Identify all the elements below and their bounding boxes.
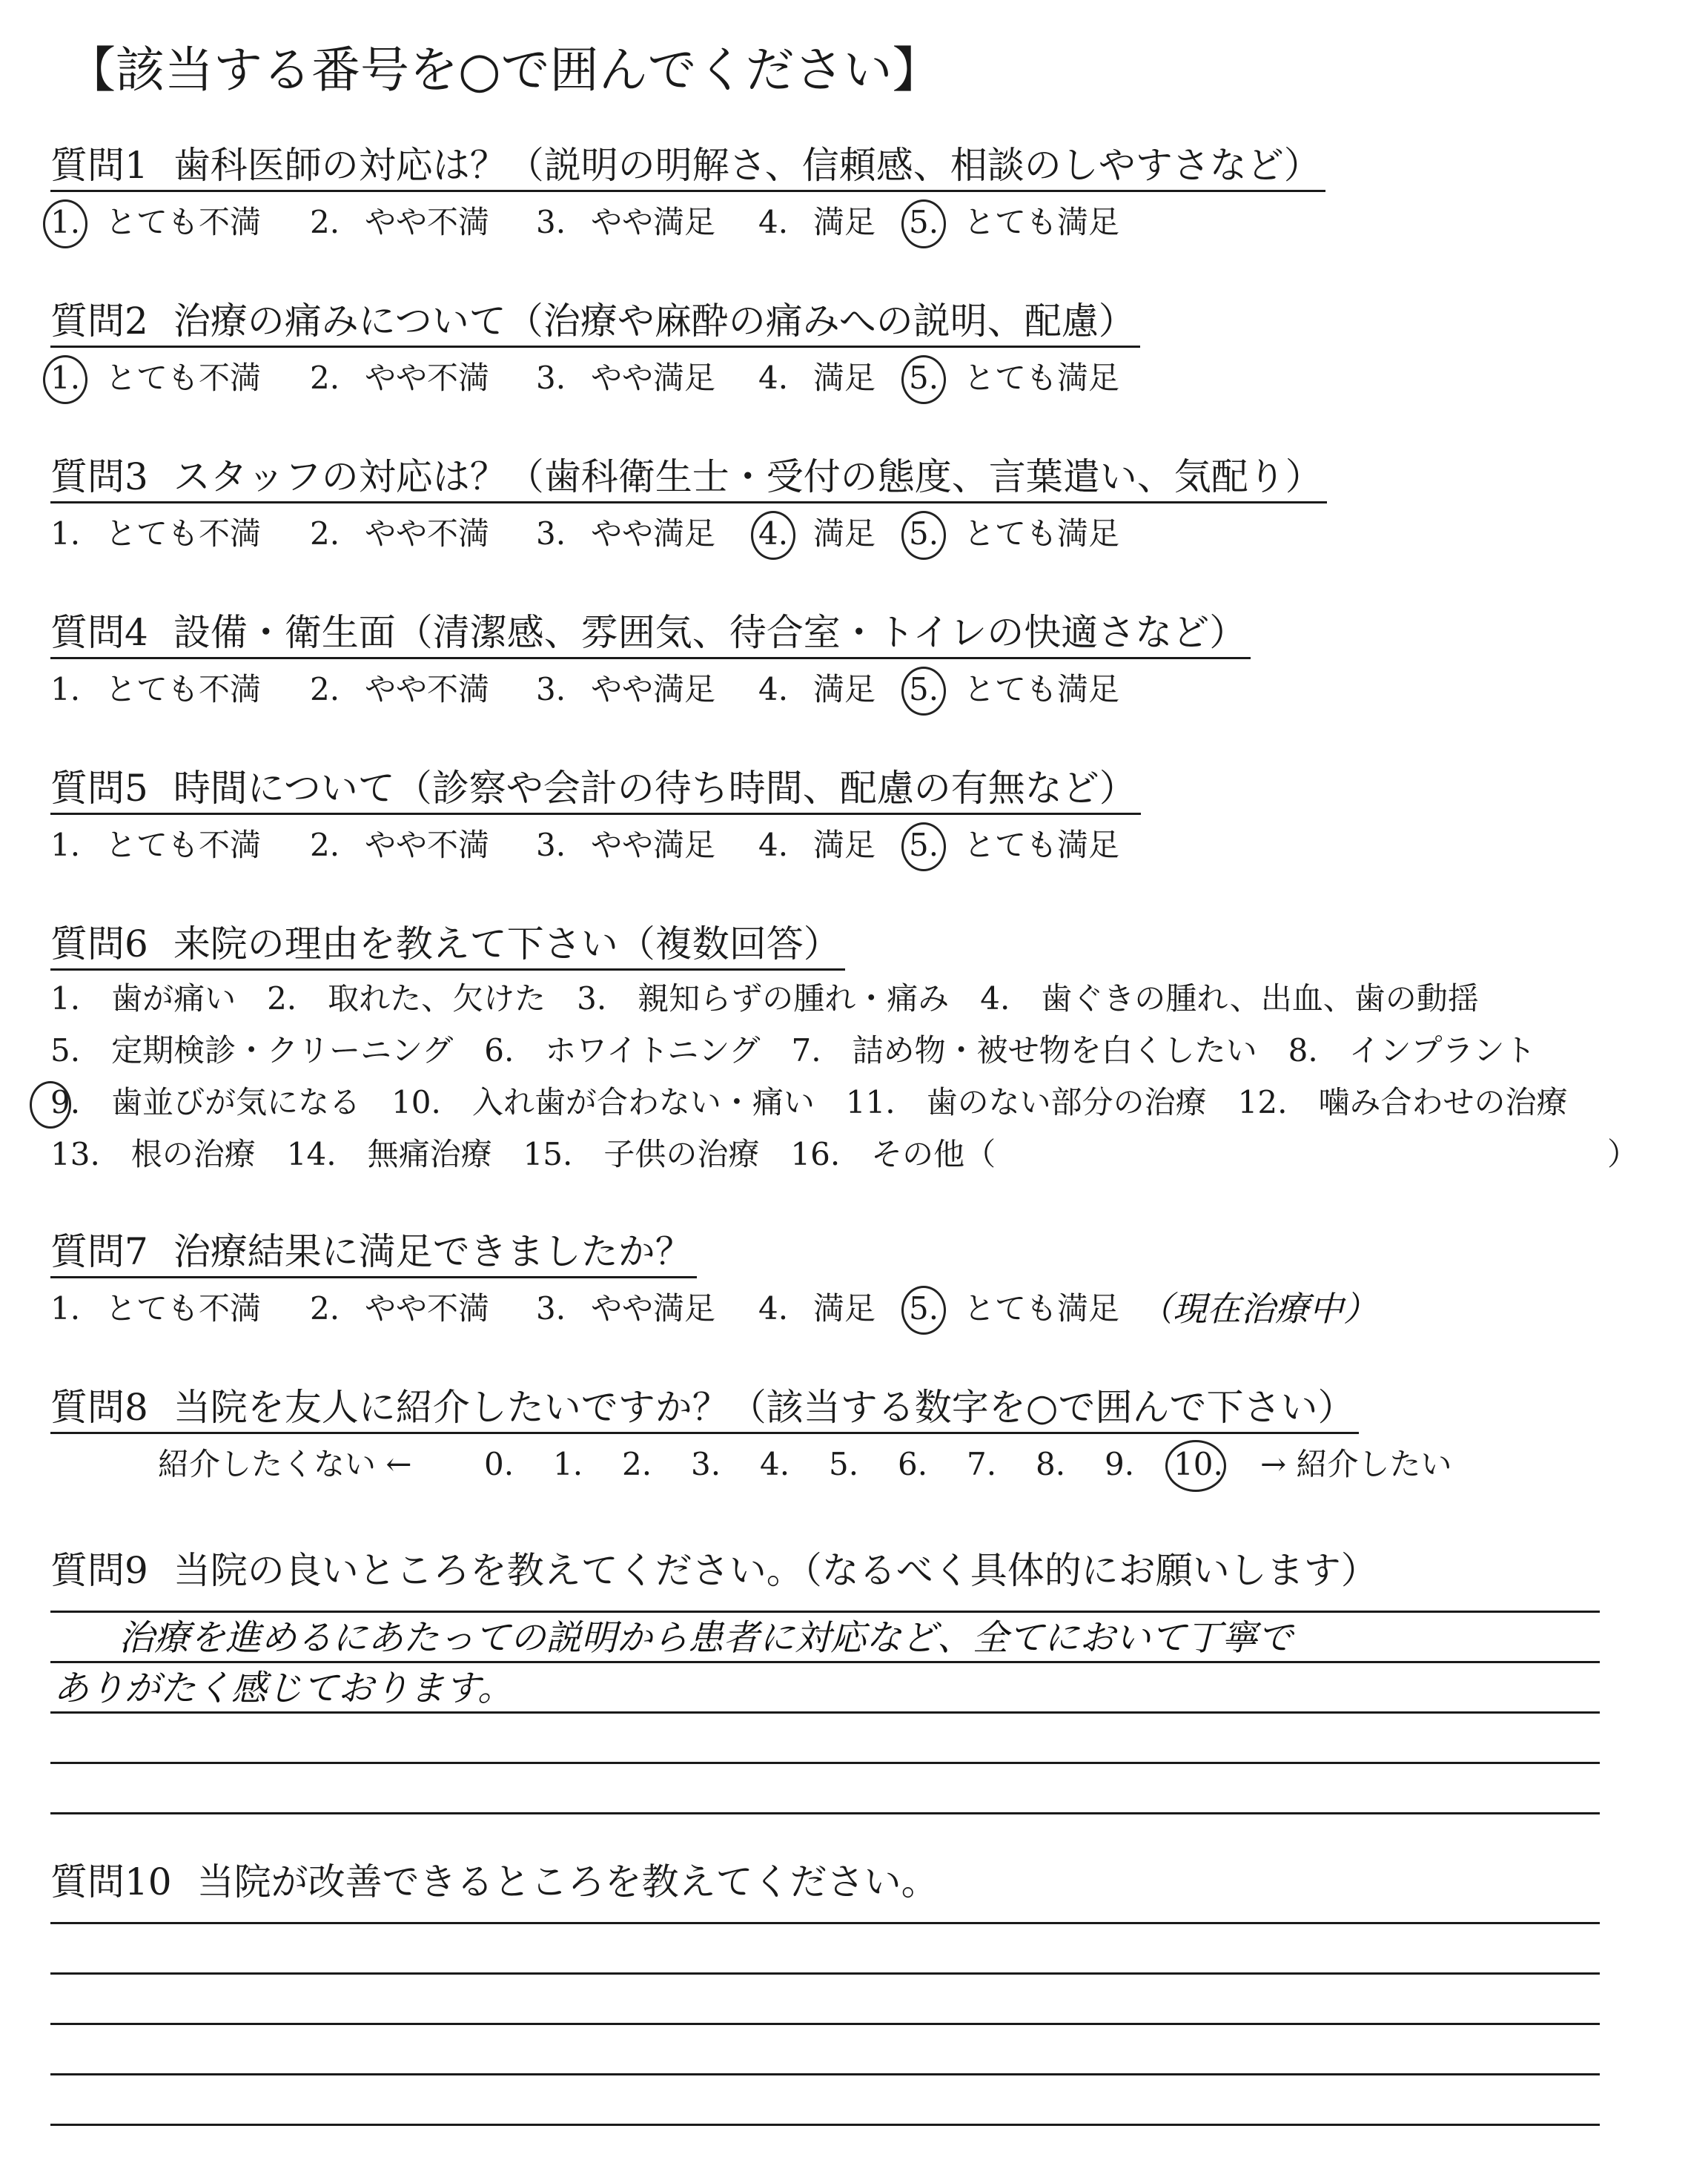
rating-options <box>50 354 1140 403</box>
option-number-4[interactable]: 4. <box>758 360 789 396</box>
option-number-3[interactable]: 3. <box>536 671 566 707</box>
question-number: 質問5 <box>50 767 148 810</box>
question-text: 当院の良いところを教えてください。（なるべく具体的にお願いします） <box>173 1549 1378 1592</box>
recommend-scale <box>50 1440 1452 1489</box>
option-label-somewhat-satisfied: やや満足 <box>591 515 716 552</box>
option-number-2[interactable]: 2. <box>310 515 340 552</box>
option-number-4[interactable]: 4. <box>758 1290 789 1327</box>
scale-right-label: → 紹介したい <box>1260 1446 1452 1482</box>
option-number-1[interactable]: 1. <box>50 1290 81 1327</box>
option-label-satisfied: 満足 <box>813 515 876 552</box>
answer-line <box>50 1812 1600 1814</box>
option-label-somewhat-satisfied: やや満足 <box>591 1290 716 1327</box>
scale-option-1[interactable]: 1. <box>553 1446 583 1482</box>
scale-option-5[interactable]: 5. <box>829 1446 859 1482</box>
option-number-3[interactable]: 3. <box>536 827 566 863</box>
rating-options <box>50 198 1325 247</box>
option-number-3[interactable]: 3. <box>536 360 566 396</box>
question-text: 歯科医師の対応は？（説明の明解さ、信頼感、相談のしやすさなど） <box>173 144 1321 187</box>
option-label-satisfied: 満足 <box>813 827 876 863</box>
question-number: 質問8 <box>50 1386 148 1429</box>
question-7 <box>50 1227 1377 1333</box>
option-number-1[interactable]: 1. <box>50 671 81 707</box>
scale-option-8[interactable]: 8. <box>1036 1446 1066 1482</box>
reason-row: 1. 歯が痛い 2. 取れた、欠けた 3. 親知らずの腫れ・痛み 4. 歯ぐきの腫れ、出血、歯の動揺 <box>50 980 1479 1017</box>
option-label-satisfied: 満足 <box>813 360 876 396</box>
question-3 <box>50 452 1327 558</box>
rating-options <box>50 1284 1377 1333</box>
option-number-2[interactable]: 2. <box>310 1290 340 1327</box>
question-heading <box>50 919 845 971</box>
question-text: 治療結果に満足できましたか？ <box>173 1230 692 1273</box>
question-heading <box>50 1383 1359 1434</box>
option-number-5[interactable]: 5. <box>909 827 939 863</box>
option-label-very-dissatisfied: とても不満 <box>105 671 262 707</box>
answer-circle <box>901 511 946 560</box>
question-4 <box>50 608 1251 714</box>
question-text: 治療の痛みについて（治療や麻酔の痛みへの説明、配慮） <box>173 300 1136 343</box>
option-number-1[interactable]: 1. <box>50 827 81 863</box>
question-heading <box>50 1857 939 1906</box>
option-label-somewhat-dissatisfied: やや不満 <box>365 827 490 863</box>
question-number: 質問9 <box>50 1549 148 1592</box>
option-number-5[interactable]: 5. <box>909 515 939 552</box>
scale-option-9[interactable]: 9. <box>1105 1446 1135 1482</box>
question-5 <box>50 764 1141 870</box>
option-number-5[interactable]: 5. <box>909 671 939 707</box>
option-label-somewhat-satisfied: やや満足 <box>591 827 716 863</box>
question-text: 当院が改善できるところを教えてください。 <box>196 1860 939 1903</box>
question-6 <box>50 919 845 971</box>
question-heading <box>50 608 1251 659</box>
handwritten-answer: ありがたく感じております。 <box>53 1668 514 1709</box>
option-label-satisfied: 満足 <box>813 204 876 240</box>
answer-circle <box>43 199 87 248</box>
answer-circle <box>30 1081 71 1129</box>
question-heading <box>50 764 1141 815</box>
question-heading <box>50 1227 697 1278</box>
answer-line <box>50 2023 1600 2025</box>
option-number-1[interactable]: 1. <box>50 515 81 552</box>
question-number: 質問4 <box>50 611 148 654</box>
question-heading <box>50 141 1325 192</box>
option-label-very-satisfied: とても満足 <box>964 360 1120 396</box>
option-label-very-dissatisfied: とても不満 <box>105 515 262 552</box>
scale-option-7[interactable]: 7. <box>967 1446 997 1482</box>
answer-circle <box>751 511 795 560</box>
rating-options <box>50 821 1141 870</box>
question-text: 当院を友人に紹介したいですか？（該当する数字を○で囲んで下さい） <box>173 1386 1355 1429</box>
other-close-paren: ） <box>1607 1136 1639 1172</box>
question-number: 質問3 <box>50 455 148 498</box>
reason-row: 13. 根の治療 14. 無痛治療 15. 子供の治療 16. その他（ <box>50 1136 996 1172</box>
handwritten-note: （現在治療中） <box>1139 1289 1377 1329</box>
option-number-4[interactable]: 4. <box>758 204 789 240</box>
question-text: 来院の理由を教えて下さい（複数回答） <box>173 922 841 965</box>
option-label-very-dissatisfied: とても不満 <box>105 360 262 396</box>
answer-circle <box>901 199 946 248</box>
option-number-5[interactable]: 5. <box>909 204 939 240</box>
option-label-very-satisfied: とても満足 <box>964 515 1120 552</box>
answer-line <box>50 1922 1600 1924</box>
option-number-3[interactable]: 3. <box>536 204 566 240</box>
option-label-somewhat-satisfied: やや満足 <box>591 204 716 240</box>
option-number-5[interactable]: 5. <box>909 360 939 396</box>
scale-option-4[interactable]: 4. <box>760 1446 790 1482</box>
option-label-very-satisfied: とても満足 <box>964 204 1120 240</box>
option-label-very-satisfied: とても満足 <box>964 1290 1120 1327</box>
answer-circle <box>901 355 946 404</box>
option-number-4[interactable]: 4. <box>758 515 789 552</box>
question-text: 設備・衛生面（清潔感、雰囲気、待合室・トイレの快適さなど） <box>173 611 1247 654</box>
answer-circle <box>901 1286 946 1335</box>
answer-line <box>50 1611 1600 1613</box>
rating-options <box>50 665 1251 714</box>
scale-option-2[interactable]: 2. <box>622 1446 652 1482</box>
option-label-somewhat-satisfied: やや満足 <box>591 360 716 396</box>
option-label-very-dissatisfied: とても不満 <box>105 827 262 863</box>
question-number: 質問7 <box>50 1230 148 1273</box>
answer-circle <box>1165 1440 1226 1492</box>
answer-line <box>50 1711 1600 1714</box>
question-text: スタッフの対応は？（歯科衛生士・受付の態度、言葉遣い、気配り） <box>173 455 1323 498</box>
answer-circle <box>901 822 946 871</box>
option-label-very-satisfied: とても満足 <box>964 827 1120 863</box>
question-heading <box>50 1546 1378 1595</box>
handwritten-answer: 治療を進めるにあたっての説明から患者に対応など、全てにおいて丁寧で <box>119 1617 1294 1659</box>
option-label-somewhat-dissatisfied: やや不満 <box>365 204 490 240</box>
option-number-4[interactable]: 4. <box>758 671 789 707</box>
option-number-1[interactable]: 1. <box>50 360 81 396</box>
option-label-very-satisfied: とても満足 <box>964 671 1120 707</box>
option-label-very-dissatisfied: とても不満 <box>105 1290 262 1327</box>
scale-option-0[interactable]: 0. <box>484 1446 514 1482</box>
option-label-somewhat-dissatisfied: やや不満 <box>365 515 490 552</box>
option-number-2[interactable]: 2. <box>310 827 340 863</box>
option-number-1[interactable]: 1. <box>50 204 81 240</box>
question-1 <box>50 141 1325 247</box>
answer-line <box>50 1762 1600 1764</box>
option-number-4[interactable]: 4. <box>758 827 789 863</box>
scale-left-label: 紹介したくない ← <box>158 1446 412 1482</box>
answer-line <box>50 1972 1600 1975</box>
option-label-very-dissatisfied: とても不満 <box>105 204 262 240</box>
question-9 <box>50 1546 1378 1595</box>
answer-line <box>50 1661 1600 1663</box>
answer-line <box>50 2073 1600 2075</box>
question-number: 質問1 <box>50 144 148 187</box>
option-number-3[interactable]: 3. <box>536 515 566 552</box>
question-2 <box>50 297 1140 403</box>
option-number-3[interactable]: 3. <box>536 1290 566 1327</box>
question-number: 質問10 <box>50 1860 172 1903</box>
rating-options <box>50 509 1327 558</box>
option-label-somewhat-dissatisfied: やや不満 <box>365 671 490 707</box>
question-8 <box>50 1383 1452 1489</box>
answer-line <box>50 2124 1600 2126</box>
option-label-somewhat-dissatisfied: やや不満 <box>365 1290 490 1327</box>
option-label-somewhat-dissatisfied: やや不満 <box>365 360 490 396</box>
question-number: 質問6 <box>50 922 148 965</box>
question-heading <box>50 297 1140 348</box>
scale-option-6[interactable]: 6. <box>898 1446 928 1482</box>
option-number-2[interactable]: 2. <box>310 360 340 396</box>
question-heading <box>50 452 1327 503</box>
page-title: 【該当する番号を○で囲んでください】 <box>67 42 941 99</box>
reason-row: 5. 定期検診・クリーニング 6. ホワイトニング 7. 詰め物・被せ物を白くしたい 8. インプラント <box>50 1032 1536 1069</box>
answer-circle <box>43 355 87 404</box>
question-text: 時間について（診察や会計の待ち時間、配慮の有無など） <box>173 767 1136 810</box>
option-number-2[interactable]: 2. <box>310 204 340 240</box>
scale-option-3[interactable]: 3. <box>691 1446 721 1482</box>
scale-option-10[interactable]: 10. <box>1174 1446 1223 1482</box>
option-label-somewhat-satisfied: やや満足 <box>591 671 716 707</box>
option-label-satisfied: 満足 <box>813 671 876 707</box>
option-number-5[interactable]: 5. <box>909 1290 939 1327</box>
question-10 <box>50 1857 939 1906</box>
reason-row: 9. 歯並びが気になる 10. 入れ歯が合わない・痛い 11. 歯のない部分の治療 12. 噛み合わせの治療 <box>50 1084 1568 1120</box>
option-number-2[interactable]: 2. <box>310 671 340 707</box>
option-label-satisfied: 満足 <box>813 1290 876 1327</box>
answer-circle <box>901 667 946 716</box>
question-number: 質問2 <box>50 300 148 343</box>
